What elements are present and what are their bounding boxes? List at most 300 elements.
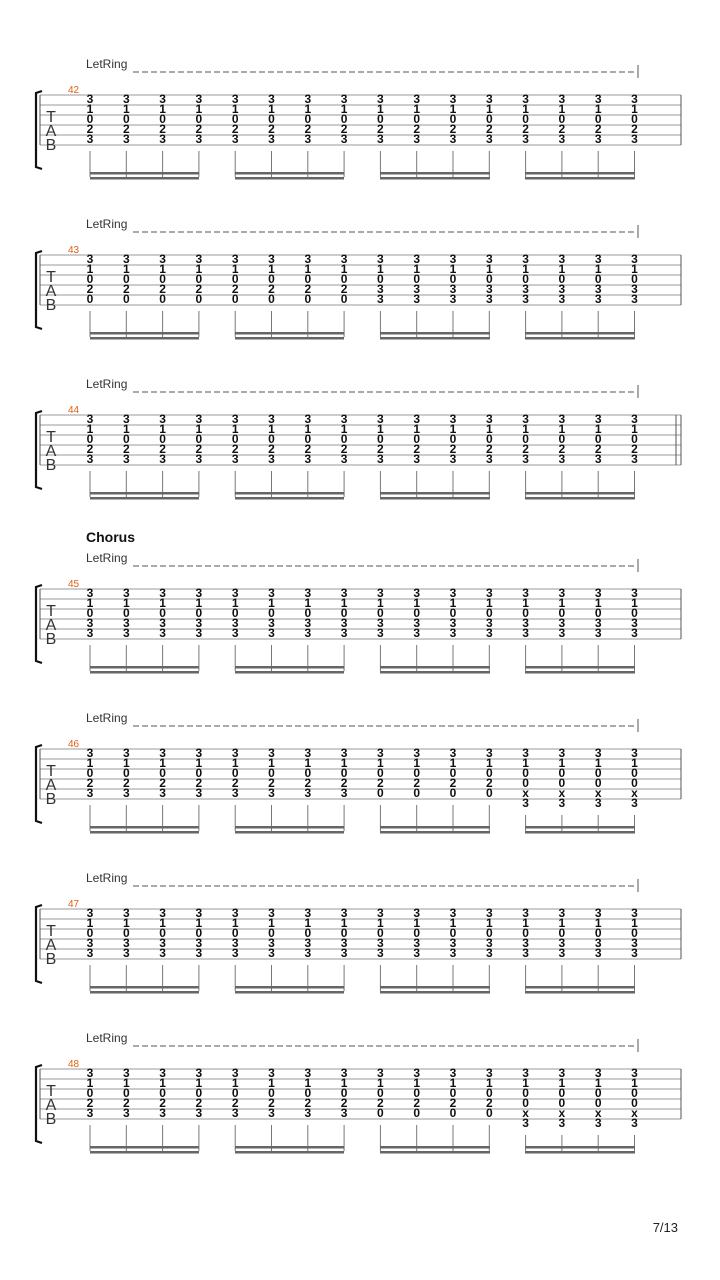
fret-number: 1: [485, 596, 493, 610]
beam-secondary: [235, 831, 344, 834]
fret-number: 1: [195, 916, 203, 930]
fret-number: 3: [522, 1116, 529, 1130]
fret-number: 3: [122, 452, 130, 466]
fret-number: 1: [594, 756, 602, 770]
fret-number: 1: [449, 1076, 457, 1090]
beam-primary: [235, 172, 344, 175]
fret-number: 1: [159, 596, 166, 610]
tab-clef-letter: B: [45, 631, 57, 648]
fret-number: 0: [594, 776, 602, 790]
measure-number: 44: [68, 405, 80, 416]
fret-number: 1: [594, 916, 602, 930]
fret-number: 0: [122, 292, 130, 306]
fret-number: 3: [159, 626, 166, 640]
fret-number: 3: [522, 746, 529, 760]
fret-number: 1: [594, 102, 602, 116]
fret-number: 2: [485, 442, 493, 456]
fret-number: 3: [122, 616, 130, 630]
fret-number: 2: [449, 442, 457, 456]
fret-number: 3: [340, 92, 348, 106]
fret-number: 3: [558, 936, 566, 950]
beam-secondary: [380, 671, 490, 674]
fret-number: 3: [631, 936, 638, 950]
fret-number: 1: [86, 1076, 94, 1090]
fret-number: 0: [631, 606, 638, 620]
beam-secondary: [525, 831, 635, 834]
fret-number: 1: [594, 262, 602, 276]
fret-number: 1: [485, 916, 493, 930]
fret-number: 1: [304, 596, 312, 610]
fret-number: 0: [631, 112, 638, 126]
fret-number: 3: [195, 906, 203, 920]
fret-number: 2: [522, 442, 529, 456]
fret-number: 1: [268, 916, 275, 930]
fret-number: 3: [231, 616, 239, 630]
fret-number: 1: [594, 422, 602, 436]
fret-number: 0: [231, 766, 239, 780]
fret-number: 0: [122, 766, 130, 780]
fret-number: 0: [231, 926, 239, 940]
fret-number: 3: [195, 252, 203, 266]
fret-number: 0: [485, 766, 493, 780]
fret-number: 3: [377, 626, 384, 640]
fret-number: 0: [231, 112, 239, 126]
fret-number: 3: [449, 1066, 457, 1080]
fret-number: 0: [377, 1106, 384, 1120]
fret-number: 3: [485, 906, 493, 920]
fret-number: 0: [268, 272, 275, 286]
fret-number: 3: [485, 92, 493, 106]
fret-number: 0: [340, 112, 348, 126]
fret-number: 3: [86, 946, 94, 960]
fret-number: 0: [231, 272, 239, 286]
fret-number: 3: [485, 1066, 493, 1080]
fret-number: 3: [413, 1066, 421, 1080]
fret-number: 1: [231, 102, 239, 116]
fret-number: 1: [86, 262, 94, 276]
fret-number: 3: [195, 746, 203, 760]
fret-number: 1: [304, 756, 312, 770]
beam-secondary: [90, 1151, 199, 1154]
fret-number: 3: [594, 946, 602, 960]
fret-number: 0: [159, 292, 166, 306]
fret-number: 1: [122, 596, 130, 610]
fret-number: 3: [594, 412, 602, 426]
fret-number: 3: [413, 586, 421, 600]
fret-number: 3: [449, 586, 457, 600]
fret-number: 0: [449, 1086, 457, 1100]
fret-number: 3: [122, 92, 130, 106]
fret-number: 0: [522, 1096, 529, 1110]
fret-number: 1: [231, 262, 239, 276]
fret-number: 0: [304, 292, 312, 306]
fret-number: 0: [122, 926, 130, 940]
fret-number: 2: [413, 122, 421, 136]
fret-number: 3: [304, 616, 312, 630]
fret-number: 3: [122, 746, 130, 760]
fret-number: 0: [594, 432, 602, 446]
fret-number: 3: [449, 252, 457, 266]
fret-number: 3: [86, 92, 94, 106]
fret-number: 0: [159, 926, 166, 940]
fret-number: 0: [449, 432, 457, 446]
beam-secondary: [525, 177, 635, 180]
fret-number: 3: [558, 292, 566, 306]
fret-number: 1: [195, 422, 203, 436]
fret-number: 2: [304, 1096, 312, 1110]
fret-number: 1: [594, 596, 602, 610]
fret-number: 3: [340, 586, 348, 600]
fret-number: 0: [86, 272, 94, 286]
measure-number: 47: [68, 899, 80, 910]
beam-secondary: [380, 337, 490, 340]
fret-number: 2: [268, 282, 275, 296]
fret-number: 1: [195, 596, 203, 610]
fret-number: 0: [413, 606, 421, 620]
fret-number: 0: [522, 606, 529, 620]
fret-number: 3: [340, 1066, 348, 1080]
fret-number: 0: [268, 926, 275, 940]
tab-clef-letter: T: [46, 429, 56, 446]
fret-number: 3: [122, 1066, 130, 1080]
fret-number: 0: [631, 776, 638, 790]
tab-clef-letter: T: [46, 603, 56, 620]
fret-number: 0: [631, 272, 638, 286]
fret-number: 3: [522, 946, 529, 960]
fret-number: 3: [449, 906, 457, 920]
fret-number: 3: [86, 626, 94, 640]
fret-number: 3: [522, 616, 529, 630]
fret-number: 0: [159, 766, 166, 780]
fret-number: 2: [122, 122, 130, 136]
beam-primary: [380, 332, 490, 335]
fret-number: 3: [340, 946, 348, 960]
fret-number: 3: [340, 452, 348, 466]
fret-number: 3: [558, 132, 566, 146]
fret-number: 3: [522, 586, 529, 600]
fret-number: 0: [522, 1086, 529, 1100]
fret-number: 3: [268, 746, 275, 760]
fret-number: 1: [377, 1076, 384, 1090]
fret-number: 3: [594, 132, 602, 146]
fret-number: 3: [522, 132, 529, 146]
beam-primary: [525, 826, 635, 829]
fret-number: 0: [485, 272, 493, 286]
fret-number: 3: [268, 586, 275, 600]
fret-number: 1: [522, 262, 529, 276]
fret-number: 3: [558, 1066, 566, 1080]
fret-number: 0: [340, 272, 348, 286]
fret-number: 1: [377, 262, 384, 276]
fret-number: 3: [485, 282, 493, 296]
fret-number: 0: [340, 292, 348, 306]
beam-primary: [235, 332, 344, 335]
fret-number: 1: [377, 916, 384, 930]
fret-number: 0: [195, 766, 203, 780]
fret-number: 3: [122, 936, 130, 950]
fret-number: 1: [159, 262, 166, 276]
beam-secondary: [525, 337, 635, 340]
fret-number: 0: [449, 926, 457, 940]
fret-number: 0: [558, 1086, 566, 1100]
tab-clef-letter: T: [46, 269, 56, 286]
fret-number: 1: [485, 262, 493, 276]
fret-number: 3: [449, 412, 457, 426]
fret-number: 3: [522, 1066, 529, 1080]
fret-number: 3: [594, 1116, 602, 1130]
fret-number: 3: [86, 412, 94, 426]
fret-number: 1: [631, 756, 638, 770]
fret-number: 2: [159, 776, 166, 790]
fret-number: 1: [485, 422, 493, 436]
fret-number: 0: [631, 766, 638, 780]
fret-number: 0: [195, 926, 203, 940]
fret-number: 0: [195, 1086, 203, 1100]
fret-number: 3: [558, 452, 566, 466]
fret-number: 3: [304, 412, 312, 426]
measure-number: 43: [68, 245, 80, 256]
fret-number: 0: [485, 1086, 493, 1100]
fret-number: 3: [122, 906, 130, 920]
fret-number: 3: [268, 616, 275, 630]
fret-number: 3: [485, 946, 493, 960]
fret-number: 3: [86, 252, 94, 266]
fret-number: 1: [195, 756, 203, 770]
fret-number: 3: [304, 452, 312, 466]
beam-secondary: [380, 497, 490, 500]
page-number: 7/13: [652, 1220, 678, 1235]
beam-primary: [525, 332, 635, 335]
fret-number: 3: [594, 616, 602, 630]
fret-number: 0: [522, 926, 529, 940]
fret-number: 1: [86, 756, 94, 770]
fret-number: 3: [558, 626, 566, 640]
fret-number: x: [558, 786, 566, 800]
fret-number: 2: [86, 122, 94, 136]
fret-number: 3: [594, 796, 602, 810]
fret-number: 3: [231, 132, 239, 146]
beam-primary: [235, 492, 344, 495]
fret-number: 3: [449, 616, 457, 630]
fret-number: 2: [340, 776, 348, 790]
fret-number: 1: [340, 1076, 348, 1090]
fret-number: 1: [558, 262, 566, 276]
fret-number: 3: [304, 1106, 312, 1120]
fret-number: 2: [594, 442, 602, 456]
fret-number: 3: [231, 412, 239, 426]
fret-number: 3: [485, 252, 493, 266]
fret-number: 0: [159, 112, 166, 126]
fret-number: 3: [195, 946, 203, 960]
fret-number: 3: [377, 282, 384, 296]
fret-number: 0: [304, 112, 312, 126]
fret-number: 3: [159, 452, 166, 466]
fret-number: 1: [377, 756, 384, 770]
fret-number: 0: [594, 112, 602, 126]
fret-number: 3: [231, 1066, 239, 1080]
fret-number: 3: [159, 252, 166, 266]
fret-number: 3: [304, 946, 312, 960]
fret-number: 3: [413, 252, 421, 266]
fret-number: 3: [304, 252, 312, 266]
fret-number: 2: [413, 442, 421, 456]
measure-number: 46: [68, 739, 80, 750]
fret-number: 0: [449, 786, 457, 800]
fret-number: 3: [413, 282, 421, 296]
fret-number: 0: [86, 112, 94, 126]
fret-number: 0: [122, 606, 130, 620]
tab-clef-letter: T: [46, 1083, 56, 1100]
fret-number: 1: [449, 102, 457, 116]
fret-number: 3: [86, 746, 94, 760]
fret-number: 2: [631, 122, 638, 136]
fret-number: 3: [340, 746, 348, 760]
fret-number: 0: [340, 606, 348, 620]
fret-number: 0: [594, 606, 602, 620]
fret-number: 3: [231, 906, 239, 920]
fret-number: 1: [449, 916, 457, 930]
fret-number: 3: [159, 616, 166, 630]
fret-number: 1: [522, 596, 529, 610]
fret-number: 3: [631, 906, 638, 920]
fret-number: 2: [340, 282, 348, 296]
beam-secondary: [90, 991, 199, 994]
fret-number: 3: [377, 132, 384, 146]
tab-system: [36, 871, 681, 994]
fret-number: 2: [195, 282, 203, 296]
fret-number: 3: [195, 616, 203, 630]
fret-number: 0: [449, 766, 457, 780]
fret-number: 0: [485, 786, 493, 800]
fret-number: 3: [159, 92, 166, 106]
measure-number: 48: [68, 1059, 80, 1070]
fret-number: 1: [522, 756, 529, 770]
fret-number: 3: [86, 936, 94, 950]
fret-number: 3: [413, 906, 421, 920]
fret-number: 0: [304, 432, 312, 446]
tab-system: [36, 1031, 681, 1154]
beam-secondary: [90, 831, 199, 834]
fret-number: 3: [340, 252, 348, 266]
fret-number: 1: [631, 422, 638, 436]
fret-number: 1: [268, 422, 275, 436]
fret-number: 3: [449, 292, 457, 306]
fret-number: 3: [594, 452, 602, 466]
fret-number: 0: [340, 1086, 348, 1100]
beam-primary: [525, 1146, 635, 1149]
tab-system: [36, 711, 681, 834]
beam-primary: [525, 666, 635, 669]
tab-clef-letter: T: [46, 763, 56, 780]
fret-number: 3: [558, 946, 566, 960]
fret-number: 3: [268, 1066, 275, 1080]
fret-number: 0: [449, 272, 457, 286]
fret-number: 0: [231, 606, 239, 620]
fret-number: 1: [522, 422, 529, 436]
fret-number: 3: [268, 1106, 275, 1120]
fret-number: 3: [449, 282, 457, 296]
fret-number: 0: [594, 1086, 602, 1100]
fret-number: 1: [377, 596, 384, 610]
fret-number: 1: [413, 1076, 421, 1090]
fret-number: 0: [558, 766, 566, 780]
beam-primary: [380, 826, 490, 829]
fret-number: 3: [377, 746, 384, 760]
tab-clef-letter: A: [45, 283, 57, 300]
tab-clef-letter: B: [45, 457, 57, 474]
fret-number: 1: [195, 102, 203, 116]
fret-number: 3: [485, 132, 493, 146]
fret-number: 1: [268, 1076, 275, 1090]
fret-number: 3: [122, 412, 130, 426]
fret-number: 2: [268, 442, 275, 456]
beam-secondary: [235, 1151, 344, 1154]
fret-number: 3: [268, 412, 275, 426]
fret-number: 2: [122, 442, 130, 456]
system-bracket: [36, 745, 42, 823]
tab-system: [36, 217, 681, 340]
fret-number: 1: [122, 916, 130, 930]
fret-number: 1: [231, 1076, 239, 1090]
fret-number: 0: [594, 272, 602, 286]
fret-number: 0: [449, 1106, 457, 1120]
fret-number: 1: [304, 422, 312, 436]
fret-number: 3: [449, 746, 457, 760]
tab-system: [36, 57, 681, 180]
fret-number: 1: [268, 262, 275, 276]
fret-number: 0: [631, 1086, 638, 1100]
fret-number: 3: [631, 616, 638, 630]
fret-number: 3: [522, 936, 529, 950]
tab-system: [36, 529, 681, 674]
fret-number: 3: [86, 132, 94, 146]
fret-number: 3: [159, 936, 166, 950]
fret-number: 2: [122, 776, 130, 790]
fret-number: 1: [86, 422, 94, 436]
tab-clef-letter: A: [45, 1097, 57, 1114]
fret-number: 3: [558, 252, 566, 266]
fret-number: 3: [304, 906, 312, 920]
tab-clef-letter: B: [45, 791, 57, 808]
fret-number: 3: [558, 586, 566, 600]
fret-number: 3: [631, 626, 638, 640]
fret-number: 3: [195, 586, 203, 600]
fret-number: 0: [268, 432, 275, 446]
fret-number: 0: [558, 926, 566, 940]
fret-number: 2: [413, 1096, 421, 1110]
fret-number: 3: [268, 92, 275, 106]
fret-number: 1: [122, 422, 130, 436]
fret-number: 3: [195, 452, 203, 466]
fret-number: 3: [413, 626, 421, 640]
fret-number: 2: [231, 122, 239, 136]
fret-number: 3: [631, 252, 638, 266]
fret-number: 3: [413, 412, 421, 426]
beam-secondary: [235, 337, 344, 340]
tab-system: [36, 377, 681, 500]
fret-number: x: [631, 786, 638, 800]
fret-number: 0: [122, 1086, 130, 1100]
beam-primary: [90, 332, 199, 335]
fret-number: 3: [86, 586, 94, 600]
fret-number: 1: [594, 1076, 602, 1090]
fret-number: 2: [304, 442, 312, 456]
fret-number: 3: [86, 1106, 94, 1120]
fret-number: 2: [340, 442, 348, 456]
fret-number: 1: [268, 596, 275, 610]
fret-number: 3: [268, 936, 275, 950]
fret-number: 3: [377, 92, 384, 106]
